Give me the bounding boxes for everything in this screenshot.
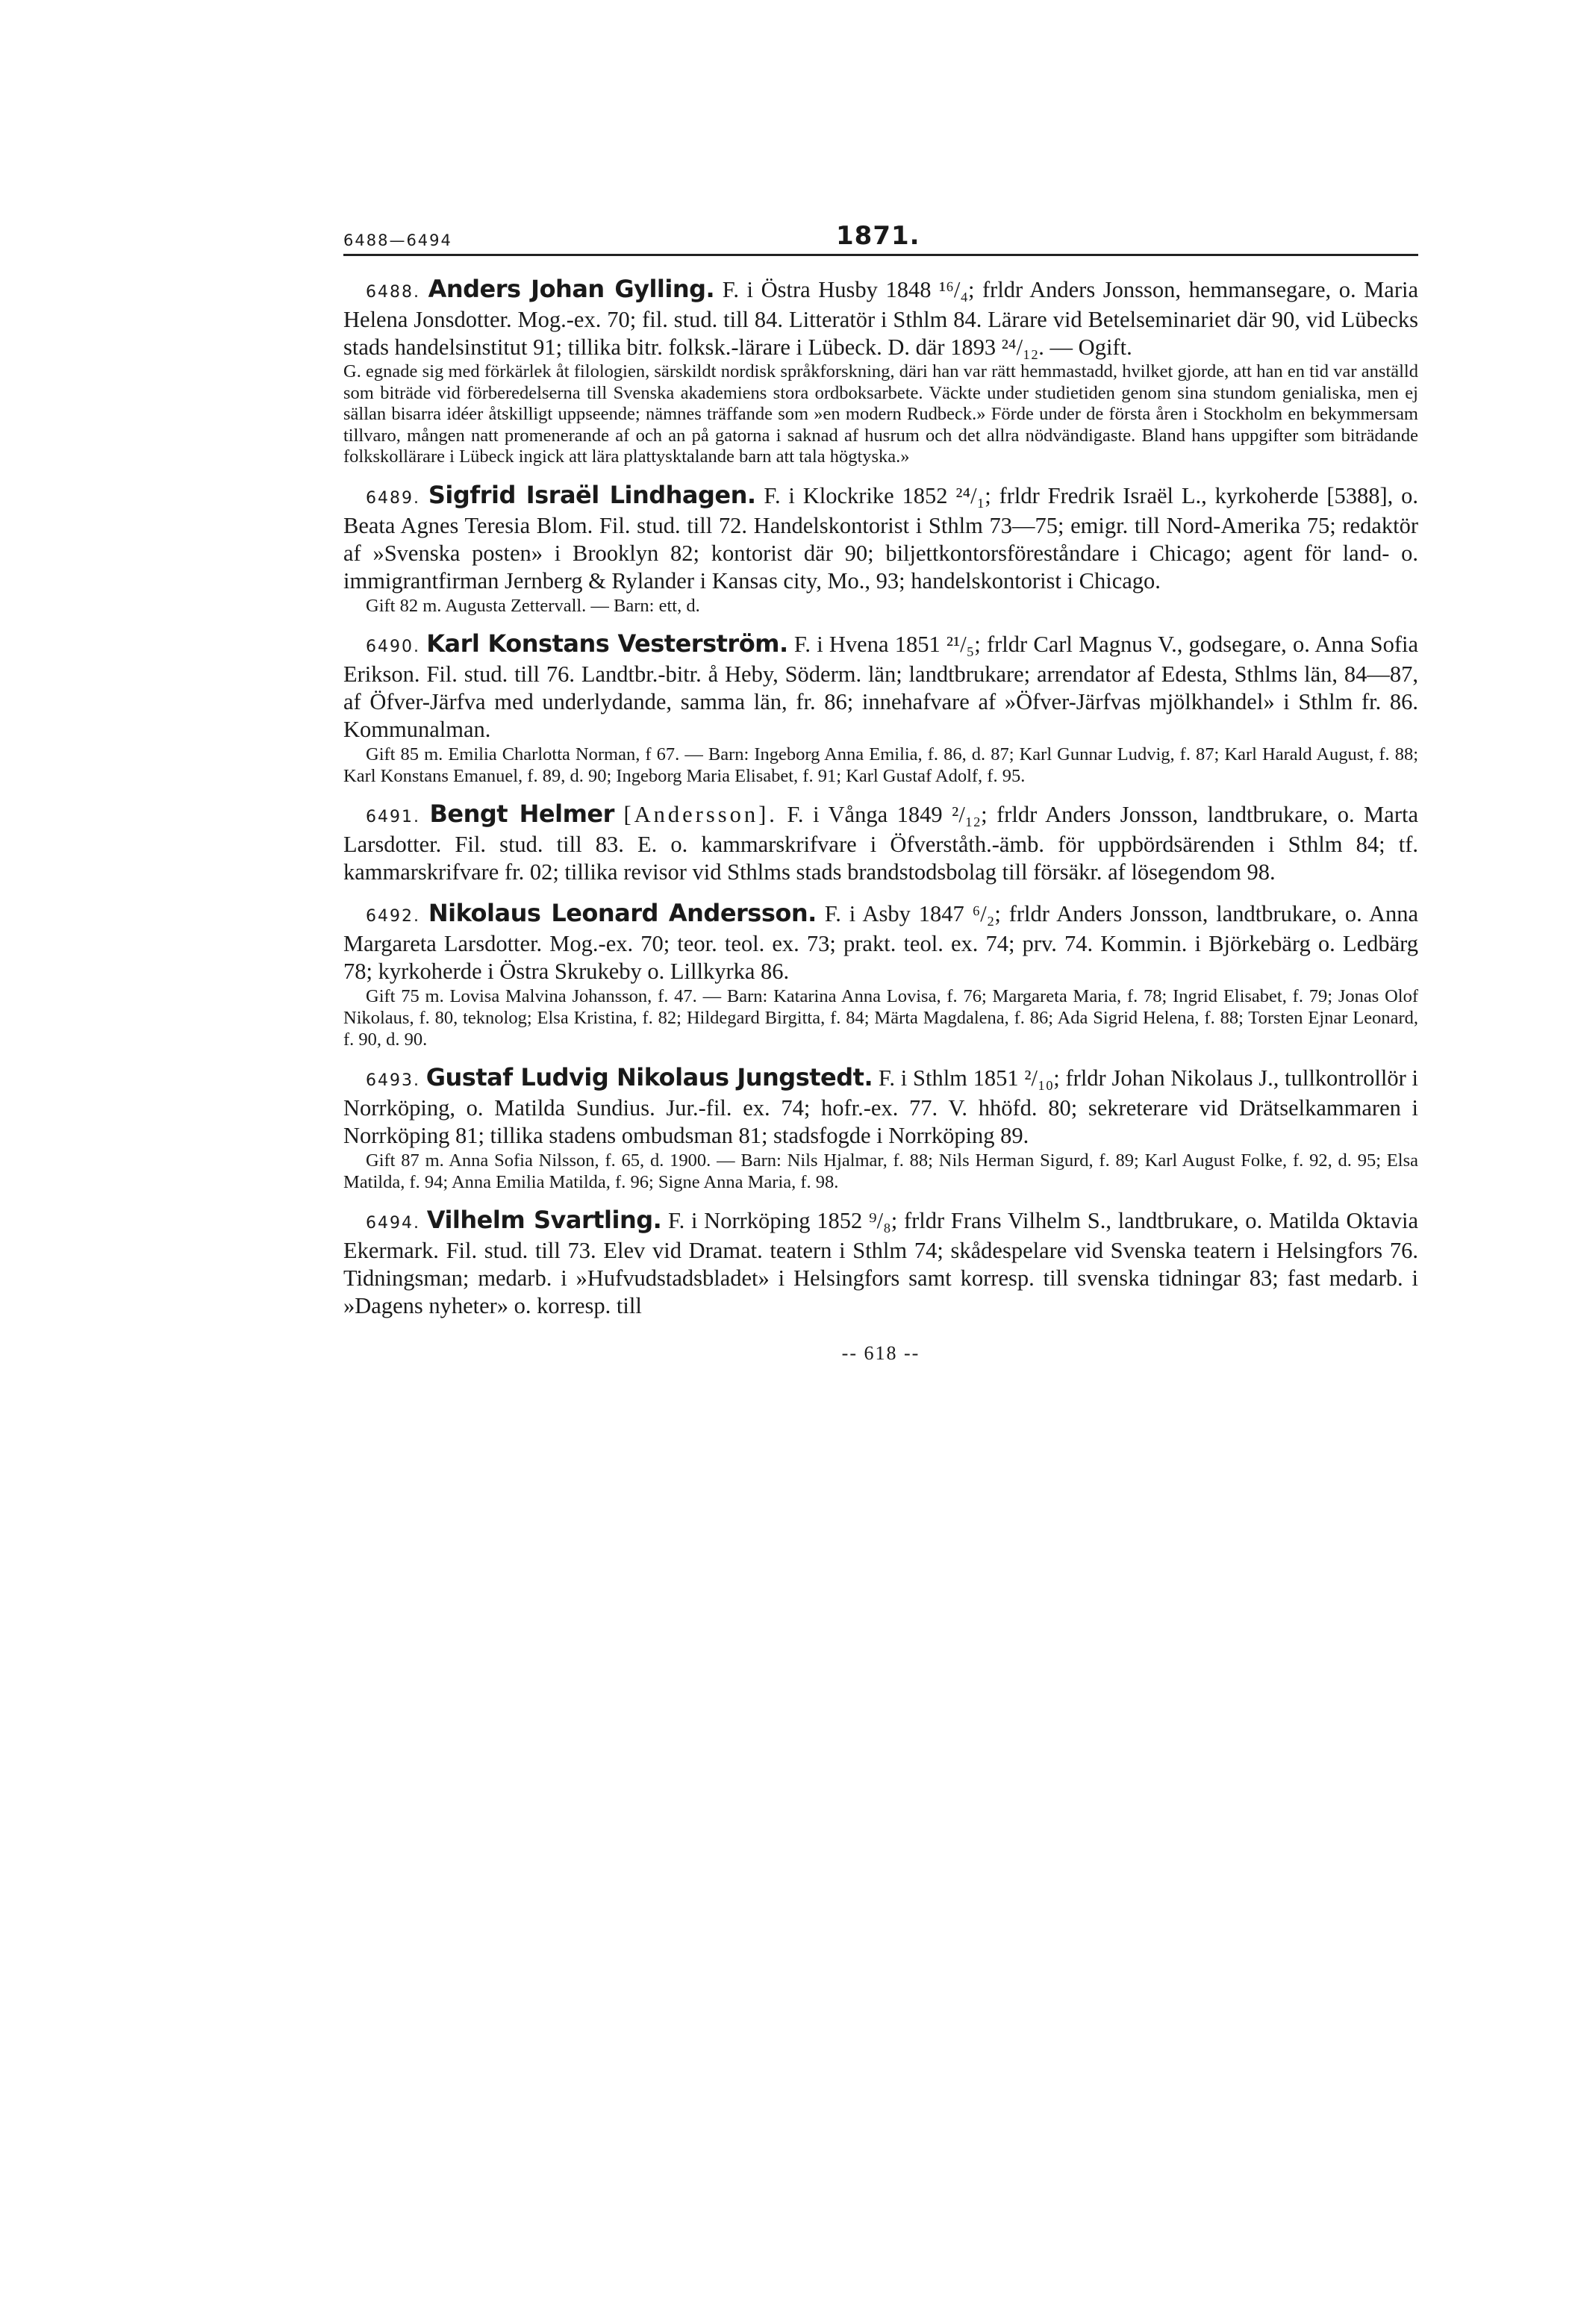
- biography-entry: [343, 275, 1418, 468]
- biography-entry: [343, 900, 1418, 1050]
- entry-text: F. i Sthlm 1851 ²/₁₀; frldr Johan Nikolaus J., tullkontrollör i Norrköping, o. Matilda Sundius. Jur.-fil. ex. 74; hofr.-ex. 77. V. hhöfd. 80; sekreterare vid Drätselkammaren i Norrköping 81; tillika stadens ombudsman 81; stadsfogde i Norrköping 89.: [343, 1065, 1419, 1148]
- page-year: 1871.: [836, 221, 920, 251]
- entry-body: [343, 900, 1418, 985]
- page-number: -- 618 --: [841, 1342, 920, 1364]
- entry-number: 6489.: [366, 488, 420, 508]
- entry-body: [343, 1064, 1418, 1150]
- entry-number: 6492.: [366, 906, 420, 926]
- entry-name: Vilhelm Svartling.: [426, 1205, 662, 1234]
- entry-name: Bengt Helmer: [429, 799, 614, 828]
- entry-text: F. i Vånga 1849 ²/₁₂; frldr Anders Jonsson, landtbrukare, o. Marta Larsdotter. Fil. stud. till 83. E. o. kammarskrifvare i Öfverståth.-ämb. för uppbördsärenden i Sthlm 84; tf. kammarskrifvare fr. 02; tillika revisor vid Sthlms stads brandstodsbolag till försäkr. af lösegendom 98.: [343, 801, 1419, 885]
- biography-entry: [343, 630, 1418, 787]
- biography-entry: [343, 1064, 1418, 1193]
- entry-text: F. i Östra Husby 1848 ¹⁶/₄; frldr Anders Jonsson, hemmansegare, o. Maria Helena Jonsdotter. Mog.-ex. 70; fil. stud. till 84. Litteratör i Sthlm 84. Lärare vid Betelseminariet där 90, vid Lübecks stads handelsinstitut 91; tillika bitr. folksk.-lärare i Lübeck. D. där 1893 ²⁴/₁₂. — Ogift.: [343, 277, 1419, 360]
- book-page: [343, 216, 1418, 1365]
- entry-text: F. i Klockrike 1852 ²⁴/₁; frldr Fredrik Israël L., kyrkoherde [5388], o. Beata Agnes Teresia Blom. Fil. stud. till 72. Handelskontorist i Sthlm 73—75; emigr. till Nord-Amerika 75; redaktör af »Svenska posten» i Brooklyn 82; kontorist där 90; biljettkontorsföreståndare i Chicago; agent för land- o. immigrantfirman Jernberg & Rylander i Kansas city, Mo., 93; handelskontorist i Chicago.: [343, 482, 1419, 594]
- entry-body: [343, 275, 1418, 361]
- entry-body: [343, 630, 1418, 744]
- entry-number: 6493.: [366, 1071, 420, 1090]
- entry-body: [343, 800, 1418, 886]
- entry-body: [343, 1206, 1418, 1320]
- entry-text: F. i Norrköping 1852 ⁹/₈; frldr Frans Vilhelm S., landtbrukare, o. Matilda Oktavia Ekermark. Fil. stud. till 73. Elev vid Dramat. teatern i Sthlm 74; skådespelare vid Svenska teatern i Helsingfors 76. Tidningsman; medarb. i »Hufvudstadsbladet» i Helsingfors samt korresp. till svenska tidningar 83; fast medarb. i »Dagens nyheter» o. korresp. till: [343, 1207, 1418, 1318]
- biography-entry: [343, 482, 1418, 617]
- running-header: [343, 216, 1418, 256]
- entry-name: Anders Johan Gylling.: [428, 275, 715, 303]
- entry-name-suffix: [Andersson].: [623, 801, 778, 827]
- entry-range: 6488—6494: [343, 231, 452, 249]
- entry-number: 6490.: [366, 637, 420, 656]
- biography-entry: [343, 800, 1418, 886]
- entry-text: F. i Asby 1847 ⁶/₂; frldr Anders Jonsson, landtbrukare, o. Anna Margareta Larsdotter. Mog.-ex. 70; teor. teol. ex. 73; prakt. teol. ex. 74; prv. 74. Kommin. i Björkebärg o. Ledbärg 78; kyrkoherde i Östra Skrukeby o. Lillkyrka 86.: [343, 900, 1418, 984]
- entry-family: Gift 87 m. Anna Sofia Nilsson, f. 65, d. 1900. — Barn: Nils Hjalmar, f. 88; Nils Herman Sigurd, f. 89; Karl August Folke, f. 92, d. 95; Elsa Matilda, f. 94; Anna Emilia Matilda, f. 96; Signe Anna Maria, f. 98.: [343, 1150, 1418, 1192]
- entry-text: F. i Hvena 1851 ²¹/₅; frldr Carl Magnus V., godsegare, o. Anna Sofia Erikson. Fil. stud. till 76. Landtbr.-bitr. å Heby, Söderm. län; landtbrukare; arrendator af Edesta, Sthlms län, 84—87, af Öfver-Järfva med underlydande, samma län, fr. 86; innehafvare af »Öfver-Järfvas mjölkhandel» i Sthlm fr. 86. Kommunalman.: [343, 631, 1419, 742]
- entry-name: Nikolaus Leonard Andersson.: [428, 898, 817, 927]
- entry-family: Gift 82 m. Augusta Zettervall. — Barn: ett, d.: [366, 595, 700, 616]
- entry-name: Karl Konstans Vesterström.: [426, 629, 788, 658]
- entry-family: Gift 75 m. Lovisa Malvina Johansson, f. 47. — Barn: Katarina Anna Lovisa, f. 76; Margareta Maria, f. 78; Ingrid Elisabet, f. 79; Jonas Olof Nikolaus, f. 80, teknolog; Elsa Kristina, f. 82; Hildegard Birgitta, f. 84; Märta Magdalena, f. 86; Ada Sigrid Helena, f. 88; Torsten Ejnar Leonard, f. 90, d. 90.: [343, 985, 1418, 1050]
- entry-number: 6491.: [366, 807, 420, 826]
- entry-family: Gift 85 m. Emilia Charlotta Norman, f 67. — Barn: Ingeborg Anna Emilia, f. 86, d. 87; Karl Gunnar Ludvig, f. 87; Karl Harald August, f. 88; Karl Konstans Emanuel, f. 89, d. 90; Ingeborg Maria Elisabet, f. 91; Karl Gustaf Adolf, f. 95.: [343, 744, 1418, 786]
- entry-number: 6488.: [366, 283, 420, 302]
- entry-number: 6494.: [366, 1213, 420, 1233]
- entry-note: G. egnade sig med förkärlek åt filologien, särskildt nordisk språkforskning, däri han var rätt hemmastadd, hvilket gjorde, att han en tid var anställd som biträde vid förberedelserna till Svenska akademiens stora ordboksarbete. Väckte under studietiden genom sina stundom genialiska, men ej sällan bisarra idéer åtskilligt uppseende; nämnes träffande som »en modern Rudbeck.» Förde under de första åren i Stockholm en bekymmersam tillvaro, mången natt promenerande af och an på gatorna i saknad af husrum och det allra nödvändigaste. Bland hans uppgifter som biträdande folkskollärare i Lübeck ingick att lära plattysktalande barn att tala högtyska.»: [343, 361, 1418, 467]
- biography-entry: [343, 1206, 1418, 1320]
- entry-name: Gustaf Ludvig Nikolaus Jungstedt.: [425, 1062, 873, 1091]
- entry-name: Sigfrid Israël Lindhagen.: [428, 480, 756, 509]
- entry-body: [343, 482, 1418, 595]
